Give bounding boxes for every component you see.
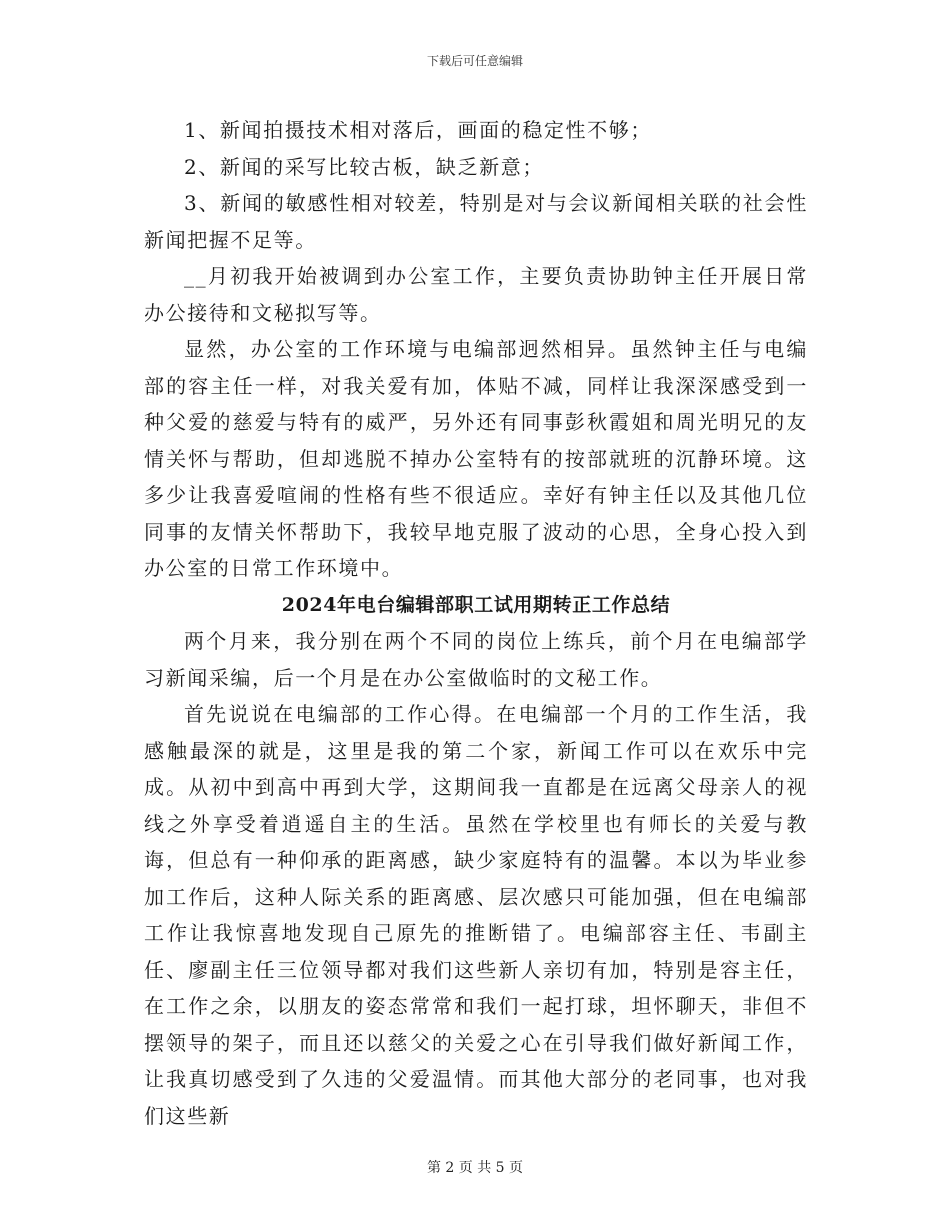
paragraph-two-months: 两个月来，我分别在两个不同的岗位上练兵，前个月在电编部学习新闻采编，后一个月是在办公室做临时的文秘工作。 xyxy=(144,629,808,690)
document-title: 2024年电台编辑部职工试用期转正工作总结 xyxy=(281,593,671,616)
paragraph-item-1: 1、新闻拍摄技术相对落后，画面的稳定性不够； xyxy=(184,118,652,142)
paragraph-office-transfer: __月初我开始被调到办公室工作，主要负责协助钟主任开展日常办公接待和文秘拟写等。 xyxy=(144,264,808,325)
page-header-note: 下载后可任意编辑 xyxy=(426,54,523,68)
paragraph-office-environment: 显然，办公室的工作环境与电编部迥然相异。虽然钟主任与电编部的容主任一样，对我关爱有加，体贴不减，同样让我深深感受到一种父爱的慈爱与特有的威严，另外还有同事彭秋霞姐和周光明兄的友情关怀与帮助，但却逃脱不掉办公室特有的按部就班的沉静环境。这多少让我喜爱喧闹的性格有些不很适应。幸好有钟主任以及其他几位同事的友情关怀帮助下，我较早地克服了波动的心思，全身心投入到办公室的日常工作环境中。 xyxy=(144,337,808,580)
paragraph-editing-dept-experience: 首先说说在电编部的工作心得。在电编部一个月的工作生活，我感触最深的就是，这里是我的第二个家，新闻工作可以在欢乐中完成。从初中到高中再到大学，这期间我一直都是在远离父母亲人的视线之外享受着逍遥自主的生活。虽然在学校里也有师长的关爱与教诲，但总有一种仰承的距离感，缺少家庭特有的温馨。本以为毕业参加工作后，这种人际关系的距离感、层次感只可能加强，但在电编部工作让我惊喜地发现自己原先的推断错了。电编部容主任、韦副主任、廖副主任三位领导都对我们这些新人亲切有加，特别是容主任，在工作之余，以朋友的姿态常常和我们一起打球，坦怀聊天，非但不摆领导的架子，而且还以慈父的关爱之心在引导我们做好新闻工作，让我真切感受到了久违的父爱温情。而其他大部分的老同事，也对我们这些新 xyxy=(144,702,808,1128)
paragraph-item-2: 2、新闻的采写比较古板，缺乏新意； xyxy=(184,154,544,179)
document-body xyxy=(144,112,808,1134)
page-number-footer: 第 2 页 共 5 页 xyxy=(426,1160,524,1176)
paragraph-item-3: 3、新闻的敏感性相对较差，特别是对与会议新闻相关联的社会性新闻把握不足等。 xyxy=(144,191,808,252)
